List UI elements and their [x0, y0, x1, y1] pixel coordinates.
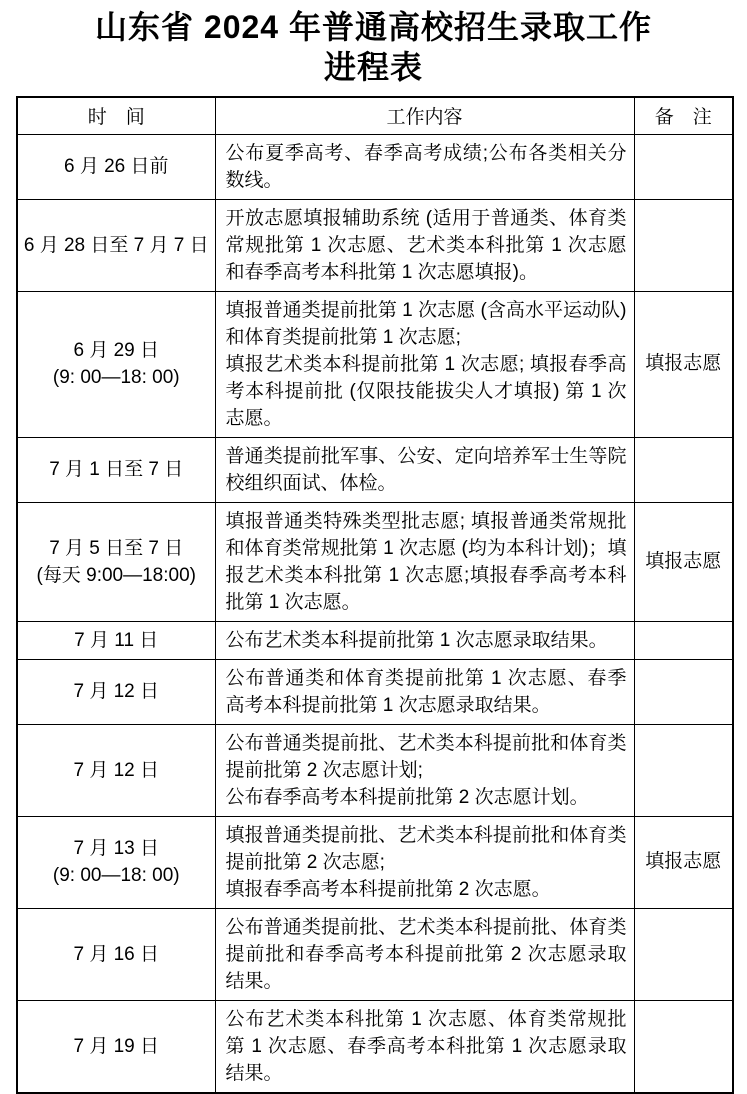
time-text: 7 月 12 日: [73, 759, 160, 781]
table-row: [17, 1000, 733, 1093]
time-text: 7 月 11 日: [74, 629, 159, 651]
remark-cell: [634, 502, 733, 621]
content-cell: [215, 199, 634, 291]
time-text: 7 月 5 日至 7 日: [49, 537, 184, 559]
time-range-text: (9: 00—18: 00): [52, 367, 180, 388]
content-paragraph: 公布普通类和体育类提前批第 1 次志愿、春季高考本科提前批第 1 次志愿录取结果。: [225, 667, 627, 716]
table-row: [17, 437, 733, 502]
content-cell: [215, 134, 634, 199]
time-text: 7 月 19 日: [73, 1035, 160, 1057]
content-cell: [215, 908, 634, 1000]
time-cell: [17, 291, 215, 437]
time-cell: [17, 724, 215, 816]
header-remark: 备 注: [634, 97, 733, 134]
content-paragraph: 公布春季高考本科提前批第 2 次志愿计划。: [225, 786, 589, 808]
schedule-table: [16, 96, 734, 1094]
table-row: [17, 134, 733, 199]
remark-cell: [634, 659, 733, 724]
remark-cell: [634, 1000, 733, 1093]
table-row: [17, 908, 733, 1000]
time-text: 7 月 13 日: [73, 838, 160, 859]
time-cell: [17, 437, 215, 502]
remark-cell: [634, 134, 733, 199]
table-row: [17, 659, 733, 724]
content-paragraph: 填报春季高考本科提前批第 2 次志愿。: [225, 878, 551, 900]
content-paragraph: 普通类提前批军事、公安、定向培养军士生等院校组织面试、体检。: [225, 445, 627, 494]
remark-text: 填报志愿: [645, 353, 722, 374]
header-row: [17, 97, 733, 134]
page-title-line2: 进程表: [323, 49, 423, 85]
time-cell: [17, 659, 215, 724]
time-cell: [17, 621, 215, 659]
remark-cell: [634, 437, 733, 502]
time-cell: [17, 502, 215, 621]
time-text: 7 月 12 日: [73, 681, 160, 702]
page-title-line1: 山东省 2024 年普通高校招生录取工作: [95, 9, 652, 45]
time-range-text: (9: 00—18: 00): [52, 865, 180, 886]
content-paragraph: 填报普通类提前批、艺术类本科提前批和体育类提前批第 2 次志愿;: [225, 824, 627, 873]
remark-text: 填报志愿: [645, 851, 722, 872]
remark-cell: [634, 621, 733, 659]
header-content: 工作内容: [215, 97, 634, 134]
content-paragraph: 公布艺术类本科提前批第 1 次志愿录取结果。: [225, 629, 608, 651]
remark-cell: [634, 816, 733, 908]
content-paragraph: 填报普通类提前批第 1 次志愿 (含高水平运动队) 和体育类提前批第 1 次志愿;: [225, 299, 627, 348]
content-paragraph: 填报普通类特殊类型批志愿; 填报普通类常规批和体育类常规批第 1 次志愿 (均为本科计划)；填报艺术类本科批第 1 次志愿;填报春季高考本科批第 1 次志愿。: [225, 510, 627, 613]
time-text: 6 月 26 日前: [63, 156, 169, 177]
remark-cell: [634, 908, 733, 1000]
content-paragraph: 填报艺术类本科提前批第 1 次志愿; 填报春季高考本科提前批 (仅限技能拔尖人才填报) 第 1 次志愿。: [225, 353, 627, 429]
time-text: 7 月 16 日: [73, 943, 160, 965]
content-paragraph: 公布普通类提前批、艺术类本科提前批、体育类提前批和春季高考本科提前批第 2 次志愿录取结果。: [225, 916, 627, 992]
remark-cell: [634, 199, 733, 291]
content-paragraph: 公布普通类提前批、艺术类本科提前批和体育类提前批第 2 次志愿计划;: [225, 732, 627, 781]
time-text: 6 月 29 日: [73, 340, 160, 361]
content-cell: [215, 816, 634, 908]
table-row: [17, 816, 733, 908]
content-cell: [215, 437, 634, 502]
header-time: 时 间: [17, 97, 215, 134]
content-cell: [215, 659, 634, 724]
content-cell: [215, 502, 634, 621]
content-cell: [215, 291, 634, 437]
table-row: [17, 291, 733, 437]
remark-text: 填报志愿: [645, 550, 722, 572]
time-text: 7 月 1 日至 7 日: [49, 459, 184, 480]
content-paragraph: 公布夏季高考、春季高考成绩;公布各类相关分数线。: [225, 142, 627, 191]
table-row: [17, 621, 733, 659]
content-paragraph: 开放志愿填报辅助系统 (适用于普通类、体育类常规批第 1 次志愿、艺术类本科批第 1 次志愿和春季高考本科批第 1 次志愿填报)。: [225, 207, 627, 283]
time-cell: [17, 816, 215, 908]
time-cell: [17, 1000, 215, 1093]
time-cell: [17, 134, 215, 199]
content-paragraph: 公布艺术类本科批第 1 次志愿、体育类常规批第 1 次志愿、春季高考本科批第 1 次志愿录取结果。: [225, 1008, 627, 1084]
content-cell: [215, 621, 634, 659]
content-cell: [215, 1000, 634, 1093]
table-row: [17, 199, 733, 291]
table-row: [17, 502, 733, 621]
remark-cell: [634, 291, 733, 437]
time-cell: [17, 908, 215, 1000]
time-range-text: (每天 9:00—18:00): [36, 564, 196, 586]
time-text: 6 月 28 日至 7 月 7 日: [23, 234, 209, 256]
content-cell: [215, 724, 634, 816]
time-cell: [17, 199, 215, 291]
remark-cell: [634, 724, 733, 816]
page-title: [0, 0, 747, 87]
table-row: [17, 724, 733, 816]
